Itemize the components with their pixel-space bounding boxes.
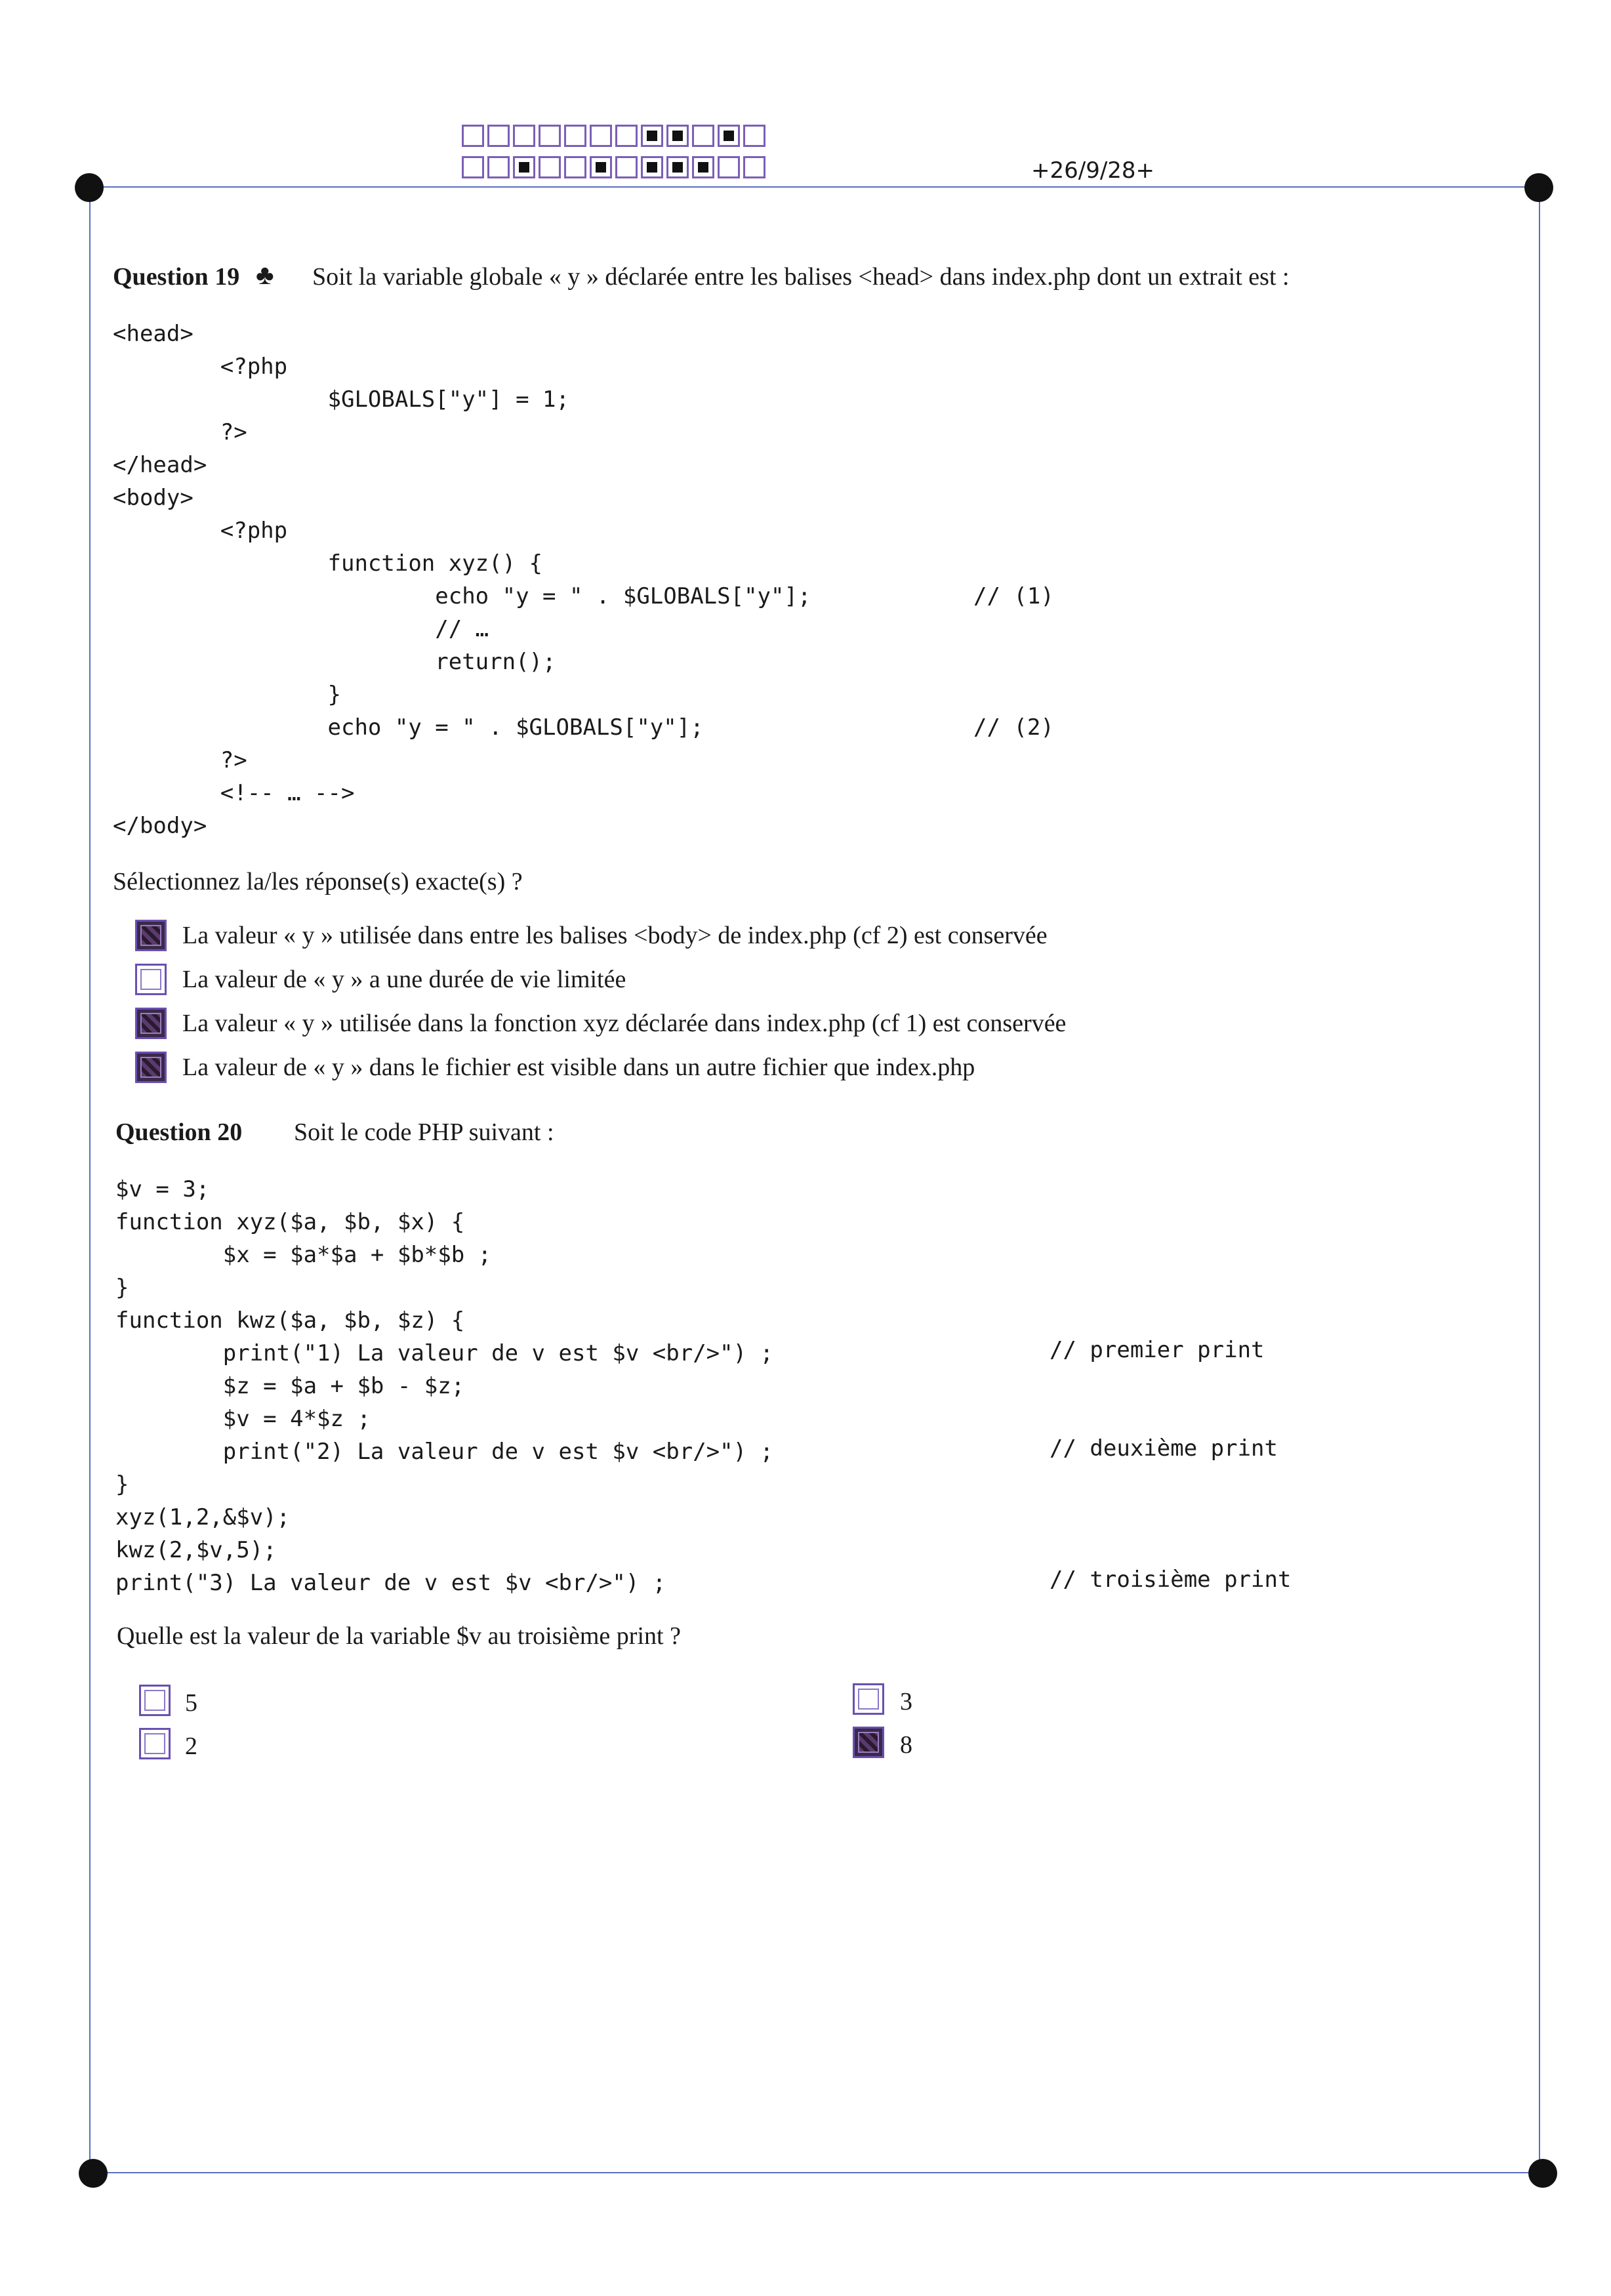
frame-bottom <box>93 2172 1543 2173</box>
checkbox-inner <box>144 1733 165 1754</box>
question-19-code <box>113 318 811 842</box>
answer-label: 8 <box>900 1731 912 1759</box>
barcode-cell <box>539 125 561 147</box>
code-line: // … <box>113 616 489 642</box>
barcode-cell <box>487 125 510 147</box>
question-20-text: Soit le code PHP suivant : <box>294 1118 554 1146</box>
code-line: <?php <box>113 518 288 544</box>
answer-label: 5 <box>185 1689 197 1717</box>
barcode-cell <box>666 125 689 147</box>
code-line: function xyz() { <box>113 550 543 577</box>
checkbox-inner <box>144 1690 165 1711</box>
frame-left <box>89 186 91 2174</box>
answer-label: 3 <box>900 1688 912 1715</box>
barcode-cell <box>692 156 714 178</box>
code-line: echo "y = " . $GLOBALS["y"]; <box>113 583 811 609</box>
code-line: ?> <box>113 747 247 773</box>
question-19-prompt: Sélectionnez la/les réponse(s) exacte(s) ? <box>113 868 523 895</box>
code-line: } <box>115 1471 129 1498</box>
code-comment-second-print: // deuxième print <box>1050 1435 1278 1462</box>
answer-checkbox[interactable] <box>135 964 167 995</box>
code-line: print("3) La valeur de v est $v <br/>") ; <box>115 1570 666 1596</box>
barcode-cell <box>590 156 612 178</box>
code-line: $x = $a*$a + $b*$b ; <box>115 1242 492 1268</box>
question-20-prompt: Quelle est la valeur de la variable $v au troisième print ? <box>117 1622 681 1650</box>
code-line: <?php <box>113 354 288 380</box>
barcode-cell <box>539 156 561 178</box>
club-icon: ♣ <box>256 260 274 291</box>
answer-label: La valeur de « y » dans le fichier est visible dans un autre fichier que index.php <box>182 1054 975 1081</box>
code-comment-2: // (2) <box>973 714 1054 741</box>
code-line: $z = $a + $b - $z; <box>115 1373 465 1399</box>
code-comment-third-print: // troisième print <box>1050 1567 1292 1593</box>
checkbox-inner <box>140 1013 161 1034</box>
code-line: <body> <box>113 485 194 511</box>
barcode-cell <box>615 156 638 178</box>
answer-checkbox[interactable] <box>139 1728 171 1759</box>
answer-label: La valeur « y » utilisée dans entre les balises <body> de index.php (cf 2) est conservée <box>182 922 1048 949</box>
code-comment-first-print: // premier print <box>1050 1337 1265 1363</box>
checkbox-inner <box>140 969 161 990</box>
checkbox-inner <box>140 1057 161 1078</box>
code-line: </body> <box>113 813 207 839</box>
barcode-cell <box>743 156 765 178</box>
barcode-cell <box>666 156 689 178</box>
code-line: } <box>115 1275 129 1301</box>
barcode-cell <box>692 125 714 147</box>
barcode-cell <box>462 125 484 147</box>
barcode-cell <box>718 125 740 147</box>
corner-mark-bottom-left <box>79 2159 108 2188</box>
answer-checkbox[interactable] <box>139 1685 171 1716</box>
answer-label: 2 <box>185 1732 197 1760</box>
question-19-text: Soit la variable globale « y » déclarée entre les balises <head> dans index.php dont un extrait est : <box>312 263 1290 291</box>
corner-mark-bottom-right <box>1528 2159 1557 2188</box>
barcode-row-1 <box>462 125 769 147</box>
code-line: print("1) La valeur de v est $v <br/>") ; <box>115 1340 774 1366</box>
barcode-cell <box>513 125 535 147</box>
question-20-code <box>115 1173 773 1599</box>
code-line: <!-- … --> <box>113 780 355 806</box>
code-line: $GLOBALS["y"] = 1; <box>113 386 569 413</box>
code-line: function xyz($a, $b, $x) { <box>115 1209 465 1235</box>
barcode-cell <box>564 156 586 178</box>
code-line: </head> <box>113 452 207 478</box>
answer-label: La valeur « y » utilisée dans la fonction xyz déclarée dans index.php (cf 1) est conservée <box>182 1010 1067 1037</box>
corner-mark-top-left <box>75 173 104 202</box>
code-line: xyz(1,2,&$v); <box>115 1504 291 1530</box>
code-line: $v = 3; <box>115 1176 210 1202</box>
checkbox-inner <box>858 1689 879 1710</box>
barcode-cell <box>462 156 484 178</box>
code-line: } <box>113 682 341 708</box>
question-19-label: Question 19 <box>113 263 240 291</box>
answer-checkbox[interactable] <box>135 920 167 951</box>
frame-top <box>89 186 1539 188</box>
answer-label: La valeur de « y » a une durée de vie limitée <box>182 966 626 993</box>
code-line: $v = 4*$z ; <box>115 1406 371 1432</box>
barcode-cell <box>487 156 510 178</box>
barcode-cell <box>641 156 663 178</box>
code-line: function kwz($a, $b, $z) { <box>115 1307 465 1334</box>
barcode-cell <box>564 125 586 147</box>
checkbox-inner <box>140 925 161 946</box>
page-id: +26/9/28+ <box>1031 157 1155 184</box>
barcode-cell <box>615 125 638 147</box>
code-line: ?> <box>113 419 247 445</box>
answer-checkbox[interactable] <box>135 1008 167 1039</box>
answer-checkbox[interactable] <box>135 1052 167 1083</box>
answer-checkbox[interactable] <box>853 1683 884 1715</box>
question-20-label: Question 20 <box>115 1118 243 1146</box>
code-comment-1: // (1) <box>973 583 1054 609</box>
answer-checkbox[interactable] <box>853 1727 884 1758</box>
code-line: return(); <box>113 649 556 675</box>
barcode-cell <box>718 156 740 178</box>
barcode-cell <box>513 156 535 178</box>
barcode-row-2 <box>462 156 769 178</box>
barcode-cell <box>641 125 663 147</box>
code-line: kwz(2,$v,5); <box>115 1537 277 1563</box>
barcode-cell <box>590 125 612 147</box>
frame-right <box>1539 186 1540 2174</box>
corner-mark-top-right <box>1524 173 1553 202</box>
barcode-cell <box>743 125 765 147</box>
checkbox-inner <box>858 1732 879 1753</box>
code-line: print("2) La valeur de v est $v <br/>") ; <box>115 1439 774 1465</box>
code-line: <head> <box>113 321 194 347</box>
code-line: echo "y = " . $GLOBALS["y"]; <box>113 714 704 741</box>
